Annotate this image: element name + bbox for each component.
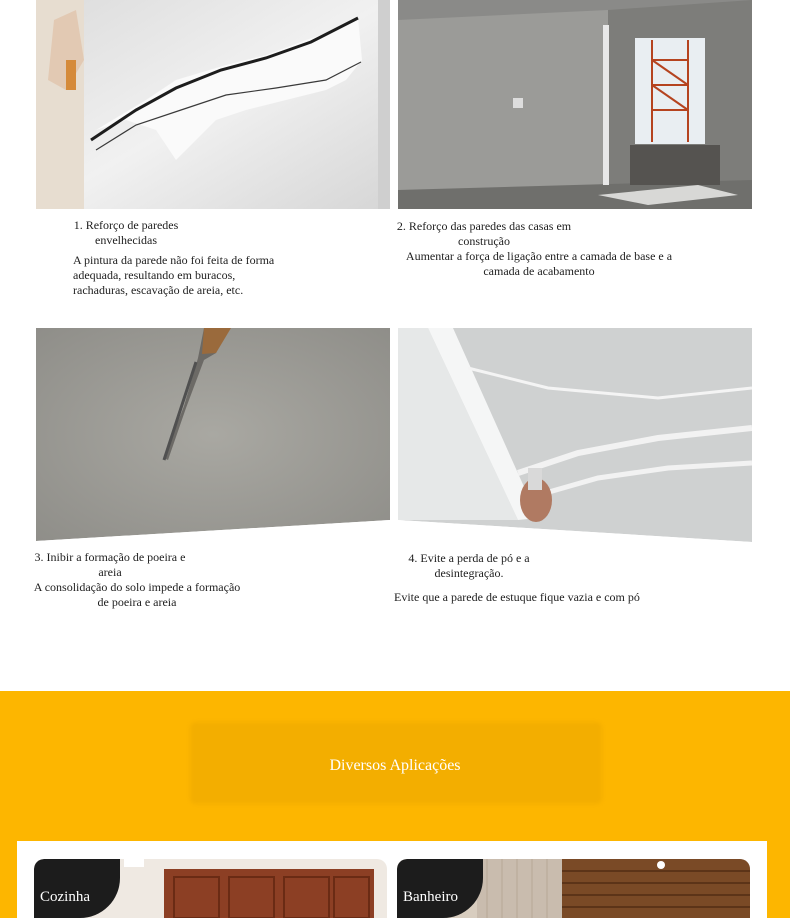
application-label-text: Banheiro — [403, 889, 458, 905]
card-title-4: 4. Evite a perda de pó e a desintegração. — [408, 551, 530, 580]
section-title: Diversos Aplicações — [329, 757, 461, 774]
cracked-wall-photo — [36, 0, 390, 209]
card-caption-1 — [56, 218, 326, 298]
concrete-floor-photo — [36, 328, 390, 541]
card-desc-3: A consolidação do solo impede a formação de poeira e areia — [33, 580, 241, 609]
card-desc-4: Evite que a parede de estuque fique vazia e com pó — [394, 590, 640, 604]
application-label-text: Cozinha — [40, 889, 90, 905]
application-card-bathroom[interactable] — [397, 859, 750, 918]
card-title-2: 2. Reforço das paredes das casas em construção — [396, 219, 572, 248]
card-caption-4 — [394, 551, 684, 605]
card-caption-2 — [394, 219, 684, 279]
card-title-1: 1. Reforço de paredes envelhecidas — [73, 218, 179, 247]
card-title-3: 3. Inibir a formação de poeira e areia — [34, 550, 186, 579]
card-desc-2: Aumentar a força de ligação entre a camada de base e a camada de acabamento — [405, 249, 673, 278]
application-card-kitchen[interactable] — [34, 859, 387, 918]
card-caption-3 — [28, 550, 248, 610]
construction-room-photo — [398, 0, 752, 209]
plaster-ceiling-photo — [398, 328, 752, 542]
card-desc-1: A pintura da parede não foi feita de forma adequada, resultando em buracos, rachaduras, escavação de areia, etc. — [73, 253, 275, 297]
